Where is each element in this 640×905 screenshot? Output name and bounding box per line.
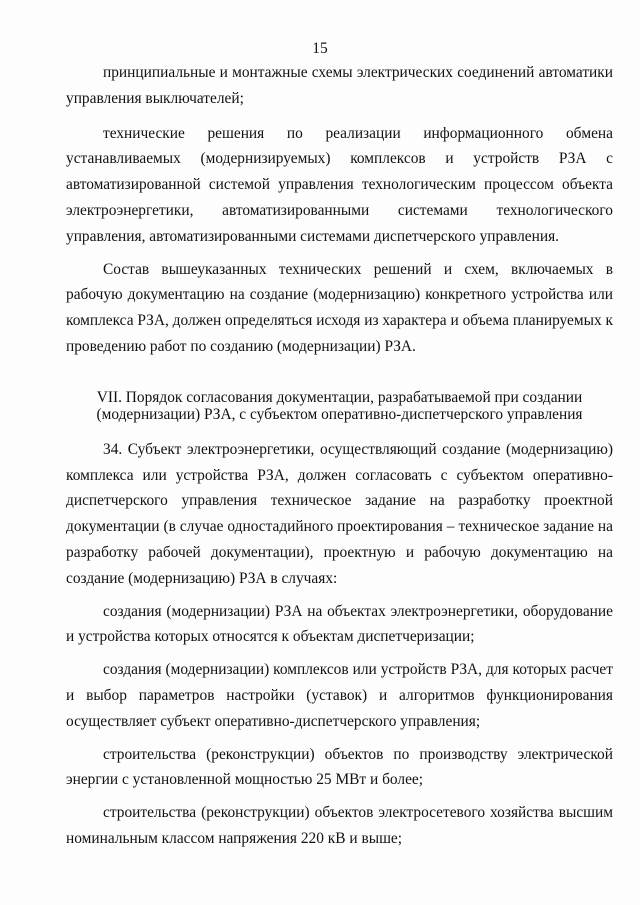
section-heading: VII. Порядок согласования документации, разрабатываемой при создании (модернизации) РЗА, с субъектом оперативно-диспетчерского управления [96,388,583,424]
paragraph: строительства (реконструкции) объектов по производству электрической энергии с установленной мощностью 25 МВт и более; [66,745,613,789]
paragraph: технические решения по реализации информационного обмена устанавливаемых (модернизируемых) комплексов и устройств РЗА с автоматизированной системой управления технологическим процессом объекта электроэнергетики, автоматизированными системами технологического управления, автоматизированными системами диспетчерского управления. [66,124,613,245]
page-number: 15 [312,40,328,57]
paragraph: создания (модернизации) комплексов или устройств РЗА, для которых расчет и выбор параметров настройки (уставок) и алгоритмов функционирования осуществляет субъект оперативно-диспетчерского управления; [66,661,613,730]
paragraph: Состав вышеуказанных технических решений и схем, включаемых в рабочую документацию на создание (модернизацию) конкретного устройства или комплекса РЗА, должен определяться исходя из характера и объема планируемых к проведению работ по созданию (модернизации) РЗА. [66,260,613,355]
paragraph: создания (модернизации) РЗА на объектах электроэнергетики, оборудование и устройства которых относятся к объектам диспетчеризации; [66,602,613,646]
paragraph: 34. Субъект электроэнергетики, осуществляющий создание (модернизацию) комплекса или устройства РЗА, должен согласовать с субъектом оперативно-диспетчерского управления техническое задание на разработку проектной документации (в случае одностадийного проектирования – техническое задание на разработку рабочей документации), проектную и рабочую документацию на создание (модернизацию) РЗА в случаях: [66,440,613,587]
paragraph: принципиальные и монтажные схемы электрических соединений автоматики управления выключателей; [66,64,613,107]
paragraph: строительства (реконструкции) объектов электросетевого хозяйства высшим номинальным классом напряжения 220 кВ и выше; [66,804,613,847]
document-body [66,60,613,859]
